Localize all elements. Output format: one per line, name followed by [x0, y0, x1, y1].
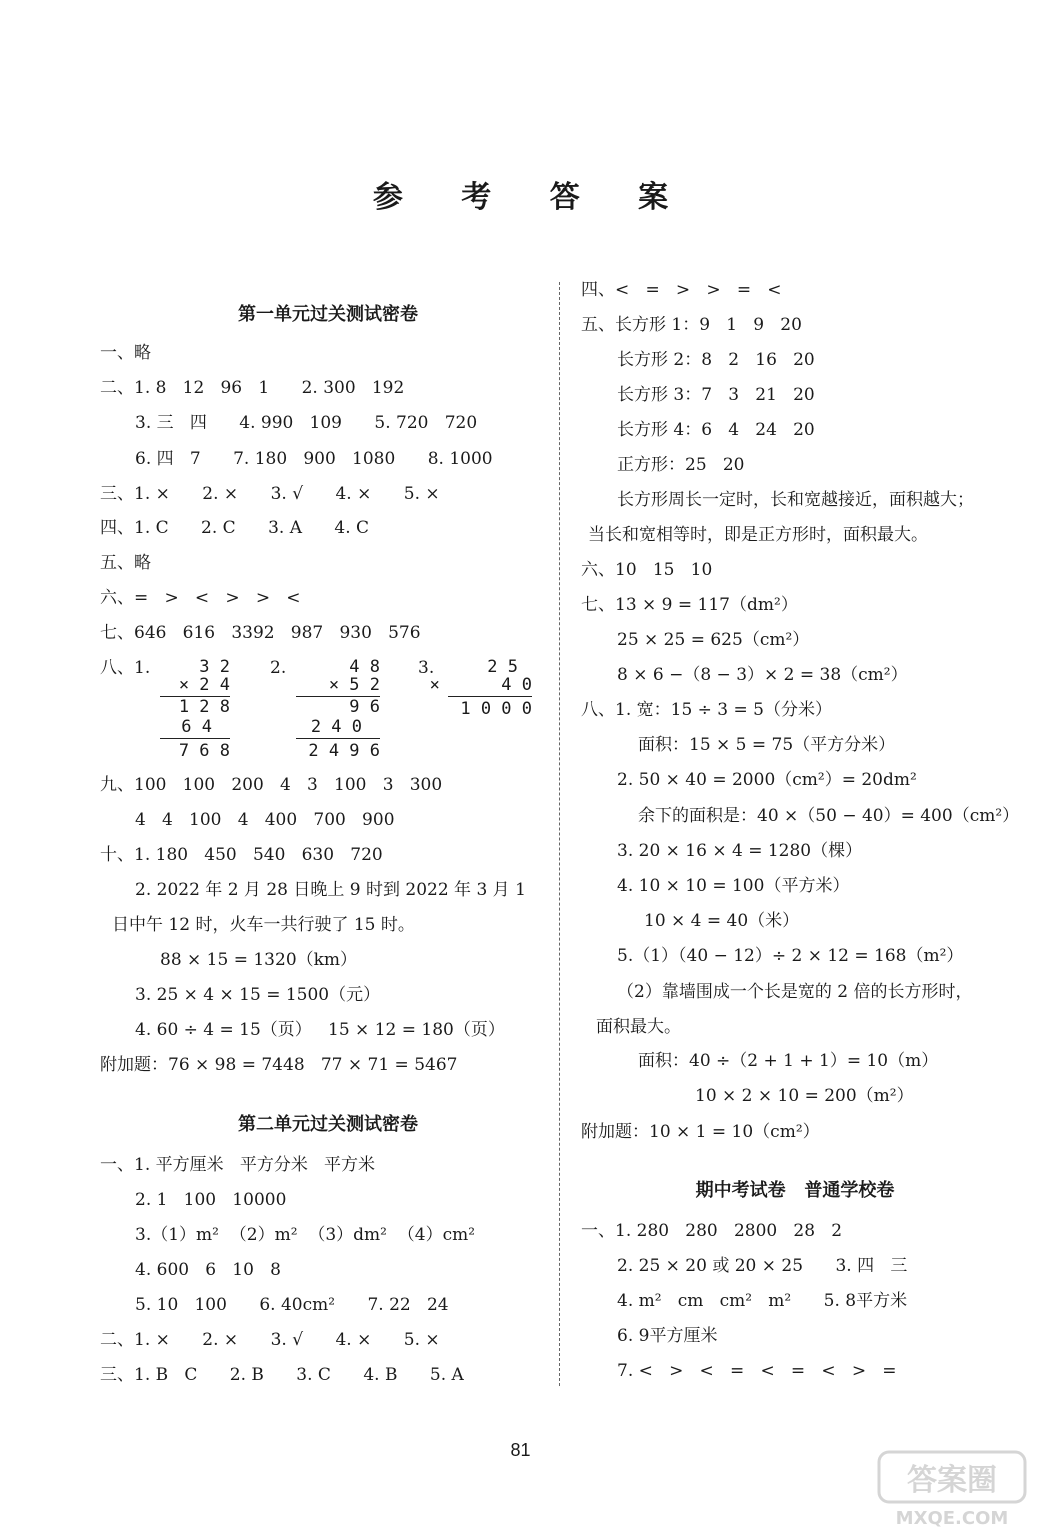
answer-line: 25 × 25 = 625（cm²） — [617, 630, 810, 650]
answer-line: 长方形周长一定时，长和宽越接近，面积越大； — [617, 490, 974, 510]
answer-line: 10 × 4 = 40（米） — [644, 911, 800, 931]
answer-line: 5. 10 100 6. 40cm² 7. 22 24 — [135, 1295, 449, 1315]
answer-line: 4. 10 × 10 = 100（平方米） — [617, 876, 850, 896]
mult-bar — [160, 738, 230, 739]
mult-bar — [448, 696, 532, 697]
answer-line: 日中午 12 时，火车一共行驶了 15 时。 — [112, 915, 415, 935]
answer-line: 4. 600 6 10 8 — [135, 1260, 281, 1280]
mult-row: 1 0 0 0 — [460, 699, 532, 719]
answer-line: 三、1. × 2. × 3. √ 4. × 5. × — [100, 484, 440, 504]
mult-bar — [296, 738, 380, 739]
answer-line: 三、1. B C 2. B 3. C 4. B 5. A — [100, 1365, 464, 1385]
answer-line: 88 × 15 = 1320（km） — [160, 950, 358, 970]
answer-line: 3. 25 × 4 × 15 = 1500（元） — [135, 985, 381, 1005]
answer-line: 八、1. — [100, 658, 151, 678]
answer-line: 7. < > < = < = < > = — [617, 1361, 897, 1381]
answer-line: 6. 9平方厘米 — [617, 1326, 718, 1346]
answer-line: 一、1. 平方厘米 平方分米 平方米 — [100, 1155, 376, 1175]
answer-line: 附加题：10 × 1 = 10（cm²） — [581, 1122, 820, 1142]
answer-line: 2. 2022 年 2 月 28 日晚上 9 时到 2022 年 3 月 1 — [135, 880, 526, 900]
mult-row: 1 2 8 — [178, 697, 230, 717]
answer-line: 4. m² cm cm² m² 5. 8平方米 — [617, 1291, 908, 1311]
answer-line: 8 × 6 −（8 − 3）× 2 = 38（cm²） — [617, 665, 908, 685]
answer-line: 当长和宽相等时，即是正方形时，面积最大。 — [588, 525, 928, 545]
answer-line: 一、1. 280 280 2800 28 2 — [581, 1221, 843, 1241]
answer-line: 2. 50 × 40 = 2000（cm²）= 20dm² — [617, 770, 917, 790]
section-title-unit1: 第一单元过关测试密卷 — [238, 304, 418, 325]
mult-row: 9 6 — [349, 697, 380, 717]
answer-line: 六、10 15 10 — [581, 560, 713, 580]
answer-line: 3. 20 × 16 × 4 = 1280（棵） — [617, 841, 863, 861]
mult-row: 2 4 0 — [310, 717, 362, 737]
mult-label-3: 3. — [418, 658, 435, 678]
answer-line: 5.（1）（40 − 12）÷ 2 × 12 = 168（m²） — [617, 946, 964, 966]
column-divider — [559, 282, 560, 1386]
answer-line: 四、< = > > = < — [581, 280, 782, 300]
answer-line: 七、646 616 3392 987 930 576 — [100, 623, 421, 643]
answer-line: 余下的面积是：40 ×（50 − 40）= 400（cm²） — [638, 806, 1020, 826]
mult-row: 2 5 — [487, 657, 518, 677]
answer-line: 七、13 × 9 = 117（dm²） — [581, 595, 798, 615]
section-title-unit2: 第二单元过关测试密卷 — [238, 1114, 418, 1135]
section-title-midterm: 期中考试卷 普通学校卷 — [695, 1180, 895, 1201]
answer-line: 6. 四 7 7. 180 900 1080 8. 1000 — [135, 449, 493, 469]
answer-line: 4 4 100 4 400 700 900 — [135, 810, 395, 830]
answer-line: 五、略 — [100, 553, 151, 573]
answer-line: （2）靠墙围成一个长是宽的 2 倍的长方形时， — [617, 982, 973, 1002]
mult-row: × 2 4 — [178, 675, 230, 695]
svg-text:答案圈: 答案圈 — [907, 1463, 997, 1498]
answer-line: 二、1. 8 12 96 1 2. 300 192 — [100, 378, 405, 398]
answer-line: 九、100 100 200 4 3 100 3 300 — [100, 775, 443, 795]
mult-label-2: 2. — [270, 658, 287, 678]
mult-row: × 5 2 — [328, 675, 380, 695]
mult-row: 4 8 — [349, 657, 380, 677]
answer-line: 面积最大。 — [596, 1017, 681, 1037]
answer-line: 4. 60 ÷ 4 = 15（页） 15 × 12 = 180（页） — [135, 1020, 505, 1040]
answer-line: 正方形：25 20 — [617, 455, 745, 475]
answer-line: 3. 三 四 4. 990 109 5. 720 720 — [135, 413, 478, 433]
answer-line: 面积：15 × 5 = 75（平方分米） — [638, 735, 896, 755]
mult-row: 6 4 — [181, 717, 212, 737]
answer-line: 二、1. × 2. × 3. √ 4. × 5. × — [100, 1330, 440, 1350]
answer-line: 八、1. 宽：15 ÷ 3 = 5（分米） — [581, 700, 832, 720]
mult-row: 2 4 9 6 — [308, 741, 380, 761]
vertical-multiplication-2 — [296, 658, 380, 768]
vertical-multiplication-3 — [429, 657, 532, 728]
answer-line: 长方形 3：7 3 21 20 — [617, 385, 815, 405]
svg-text:MXQE.COM: MXQE.COM — [895, 1508, 1009, 1528]
answer-line: 五、长方形 1：9 1 9 20 — [581, 315, 802, 335]
answer-line: 六、= > < > > < — [100, 588, 301, 608]
mult-row: 7 6 8 — [178, 741, 230, 761]
answer-line: 四、1. C 2. C 3. A 4. C — [100, 518, 370, 538]
page-title: 参 考 答 案 — [372, 180, 693, 215]
watermark-logo — [877, 1448, 1027, 1528]
page-number: 81 — [510, 1440, 531, 1460]
mult-row: × 4 0 — [429, 675, 532, 695]
mult-row: 3 2 — [199, 657, 230, 677]
answer-line: 10 × 2 × 10 = 200（m²） — [695, 1086, 914, 1106]
answer-line: 一、略 — [100, 343, 151, 363]
answer-line: 附加题：76 × 98 = 7448 77 × 71 = 5467 — [100, 1055, 458, 1075]
vertical-multiplication-1 — [160, 658, 230, 768]
answer-line: 十、1. 180 450 540 630 720 — [100, 845, 383, 865]
answer-line: 长方形 2：8 2 16 20 — [617, 350, 815, 370]
answer-line: 2. 1 100 10000 — [135, 1190, 287, 1210]
answer-line: 3.（1）m² （2）m² （3）dm² （4）cm² — [135, 1225, 476, 1245]
answer-line: 2. 25 × 20 或 20 × 25 3. 四 三 — [617, 1256, 908, 1276]
answer-line: 面积：40 ÷（2 + 1 + 1）= 10（m） — [638, 1051, 939, 1071]
answer-line: 长方形 4：6 4 24 20 — [617, 420, 815, 440]
